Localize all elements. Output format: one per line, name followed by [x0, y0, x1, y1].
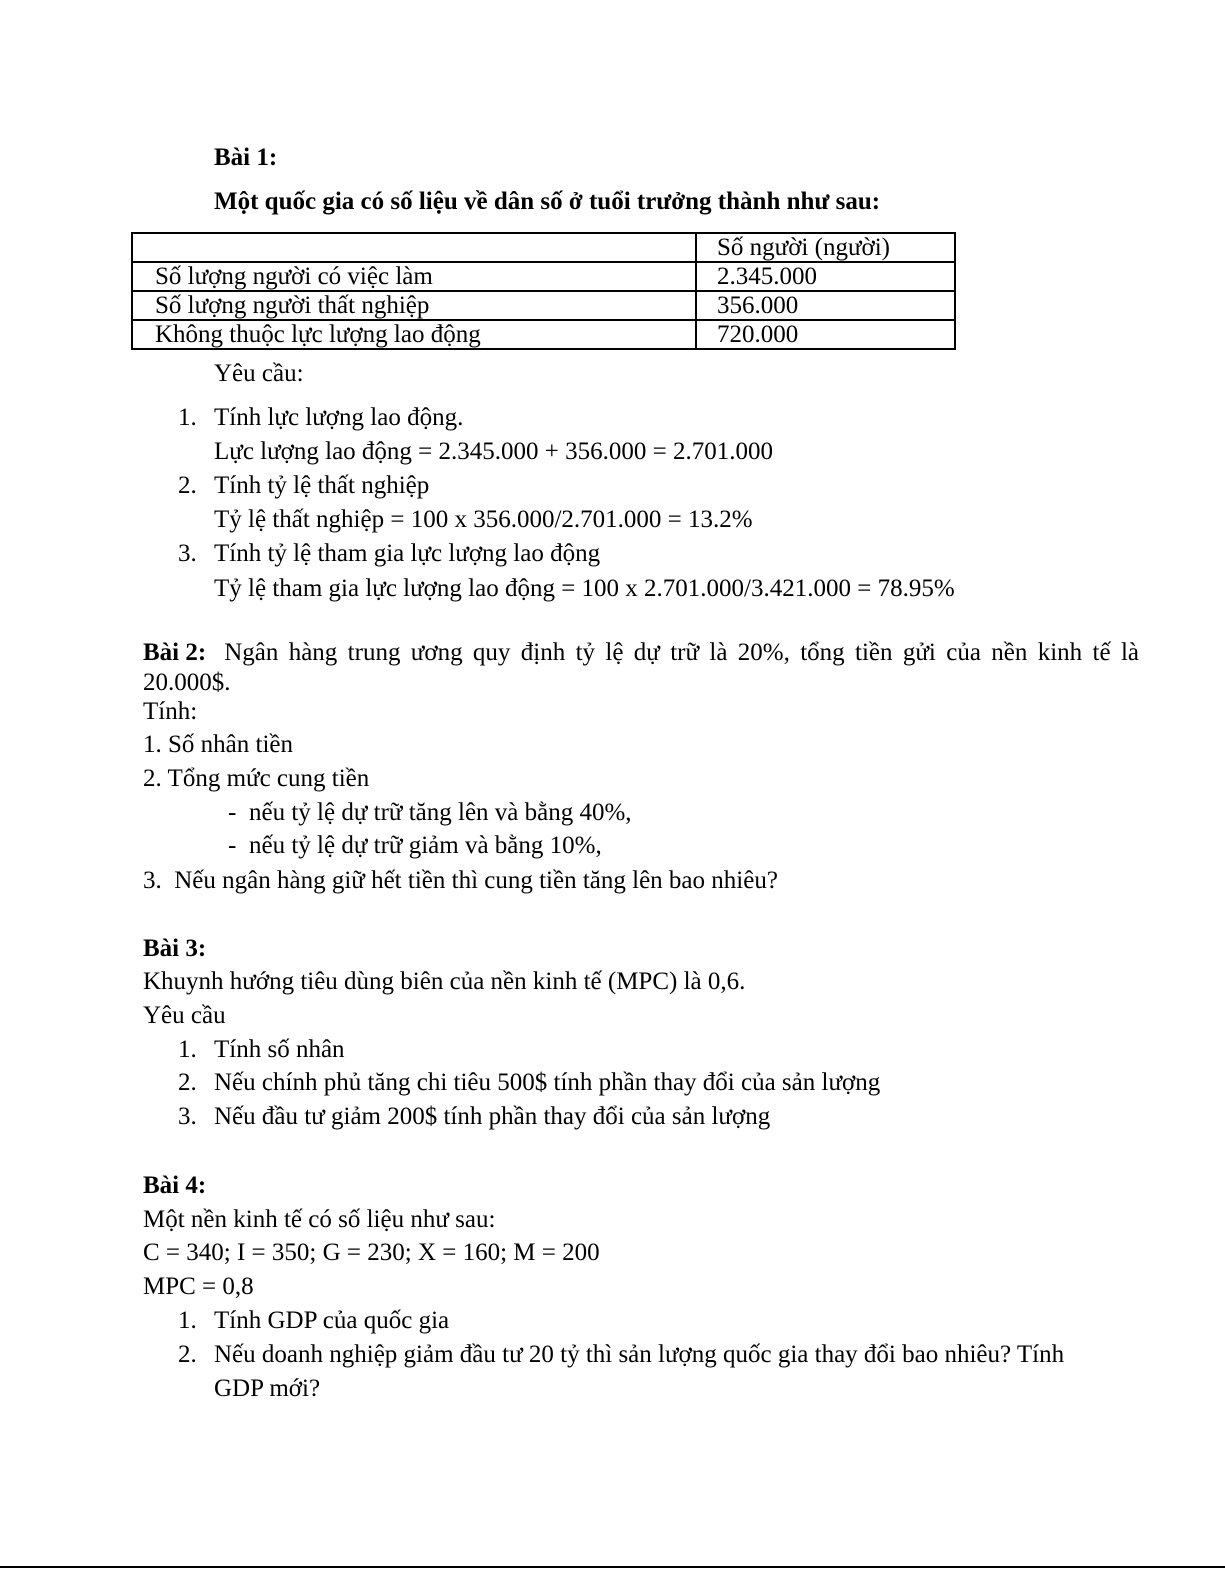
list-number: 1.: [178, 1307, 197, 1334]
table-row: [132, 320, 955, 349]
bai4-intro: Một nền kinh tế có số liệu như sau:: [143, 1206, 496, 1233]
table-header-cell: [132, 233, 696, 262]
list-item: Nếu doanh nghiệp giảm đầu tư 20 tỷ thì sản lượng quốc gia thay đổi bao nhiêu? Tính: [214, 1341, 1065, 1368]
list-item: Tính tỷ lệ tham gia lực lượng lao động: [214, 540, 601, 567]
list-item: 2. Tổng mức cung tiền: [143, 765, 370, 792]
list-item: Nếu chính phủ tăng chi tiêu 500$ tính phần thay đổi của sản lượng: [214, 1069, 881, 1096]
bai3-title: Bài 3:: [143, 935, 207, 962]
bullet-dash: -: [228, 799, 237, 826]
table-cell-label: Số lượng người có việc làm: [132, 262, 696, 291]
table-cell-value: 2.345.000: [696, 262, 955, 291]
list-item: Tính lực lượng lao động.: [214, 404, 464, 431]
page-bottom-rule: [0, 1566, 1225, 1568]
list-number: 1.: [178, 1036, 197, 1063]
bai2-text-cont: 20.000$.: [143, 669, 231, 696]
bai1-request: Yêu cầu:: [214, 360, 304, 387]
table-cell-value: 720.000: [696, 320, 955, 349]
table-header-cell: Số người (người): [696, 233, 955, 262]
table-cell-label: Không thuộc lực lượng lao động: [132, 320, 696, 349]
bai4-data-line: C = 340; I = 350; G = 230; X = 160; M = 200: [143, 1239, 600, 1266]
list-number: 2.: [178, 1069, 197, 1096]
bai4-title: Bài 4:: [143, 1172, 207, 1199]
list-item: 3. Nếu ngân hàng giữ hết tiền thì cung tiền tăng lên bao nhiêu?: [143, 867, 778, 894]
list-item-answer: Tỷ lệ tham gia lực lượng lao động = 100 x 2.701.000/3.421.000 = 78.95%: [214, 575, 955, 602]
list-item: Nếu đầu tư giảm 200$ tính phần thay đổi của sản lượng: [214, 1103, 771, 1130]
list-item-answer: Tỷ lệ thất nghiệp = 100 x 356.000/2.701.000 = 13.2%: [214, 506, 753, 533]
list-number: 3.: [178, 540, 197, 567]
list-number: 2.: [178, 472, 197, 499]
bai3-request: Yêu cầu: [143, 1002, 226, 1029]
bai1-intro: Một quốc gia có số liệu về dân số ở tuổi trưởng thành như sau:: [214, 188, 881, 215]
list-number: 3.: [178, 1103, 197, 1130]
list-item: Tính tỷ lệ thất nghiệp: [214, 472, 430, 499]
bai4-mpc-line: MPC = 0,8: [143, 1273, 254, 1300]
bullet-dash: -: [228, 832, 237, 859]
list-item: Tính số nhân: [214, 1036, 345, 1063]
table-cell-label: Số lượng người thất nghiệp: [132, 291, 696, 320]
bai3-intro: Khuynh hướng tiêu dùng biên của nền kinh tế (MPC) là 0,6.: [143, 968, 746, 995]
list-item: Tính GDP của quốc gia: [214, 1307, 450, 1334]
bai2-title: Bài 2:: [143, 639, 207, 666]
list-number: 1.: [178, 404, 197, 431]
list-item: 1. Số nhân tiền: [143, 731, 293, 758]
table-cell-value: 356.000: [696, 291, 955, 320]
population-table: [131, 232, 956, 350]
bullet-item: nếu tỷ lệ dự trữ giảm và bằng 10%,: [249, 832, 602, 859]
bai1-title: Bài 1:: [214, 144, 278, 171]
list-number: 2.: [178, 1341, 197, 1368]
table-row: [132, 262, 955, 291]
bullet-item: nếu tỷ lệ dự trữ tăng lên và bằng 40%,: [249, 799, 632, 826]
table-header-row: [132, 233, 955, 262]
bai2-text: Ngân hàng trung ương quy định tỷ lệ dự trữ là 20%, tổng tiền gửi của nền kinh tế là: [224, 639, 1139, 666]
table-row: [132, 291, 955, 320]
bai2-calc-label: Tính:: [143, 698, 198, 725]
list-item-cont: GDP mới?: [214, 1375, 321, 1402]
list-item-answer: Lực lượng lao động = 2.345.000 + 356.000 = 2.701.000: [214, 438, 773, 465]
bai2-paragraph-line: [143, 637, 1139, 669]
